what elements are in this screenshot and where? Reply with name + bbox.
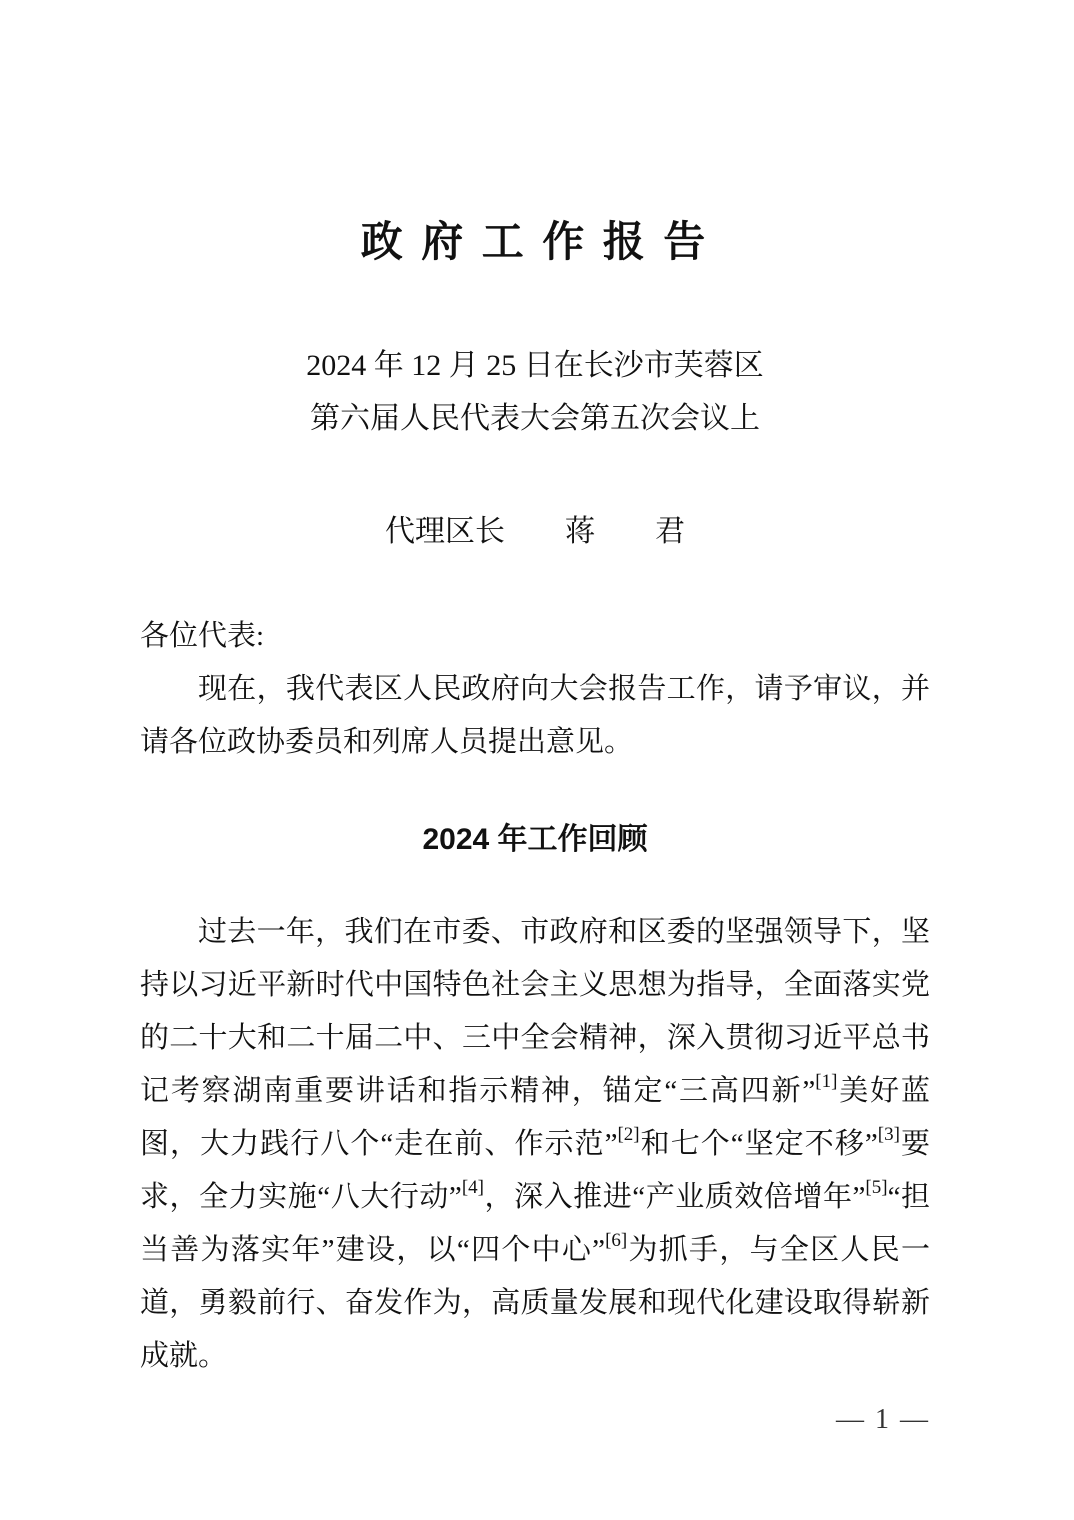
page-number: — 1 — — [836, 1404, 930, 1435]
footnote-ref: [1] — [815, 1071, 838, 1092]
intro-paragraph: 现在，我代表区人民政府向大会报告工作，请予审议，并请各位政协委员和列席人员提出意见。 — [140, 673, 930, 758]
subtitle-line-2: 第六届人民代表大会第五次会议上 — [310, 402, 760, 435]
document-subtitle — [140, 339, 930, 445]
subtitle-line-1: 2024 年 12 月 25 日在长沙市芙蓉区 — [306, 349, 764, 382]
footnote-ref: [3] — [877, 1124, 900, 1145]
footnote-ref: [4] — [461, 1177, 484, 1198]
speaker-line: 代理区长 蒋 君 — [385, 515, 685, 548]
footnote-ref: [5] — [865, 1177, 888, 1198]
document-title: 政 府 工 作 报 告 — [360, 220, 710, 266]
footnote-ref: [2] — [617, 1124, 640, 1145]
salutation: 各位代表: — [140, 620, 265, 652]
footnote-ref: [6] — [605, 1230, 628, 1251]
section-heading-2024-review: 2024 年工作回顾 — [422, 823, 648, 856]
review-paragraph: 过去一年，我们在市委、市政府和区委的坚强领导下，坚持以习近平新时代中国特色社会主义思想为指导，全面落实党的二十大和二十届二中、三中全会精神，深入贯彻习近平总书记考察湖南重要讲话和指示精神，锚定“三高四新”[1]美好蓝图，大力践行八个“走在前、作示范”[2]和七个“坚定不移”[3]要求，全力实施“八大行动”[4]，深入推进“产业质效倍增年”[5]“担当善为落实年”建设，以“四个中心”[6]为抓手，与全区人民一道，勇毅前行、奋发作为，高质量发展和现代化建设取得崭新成就。 — [140, 916, 931, 1372]
